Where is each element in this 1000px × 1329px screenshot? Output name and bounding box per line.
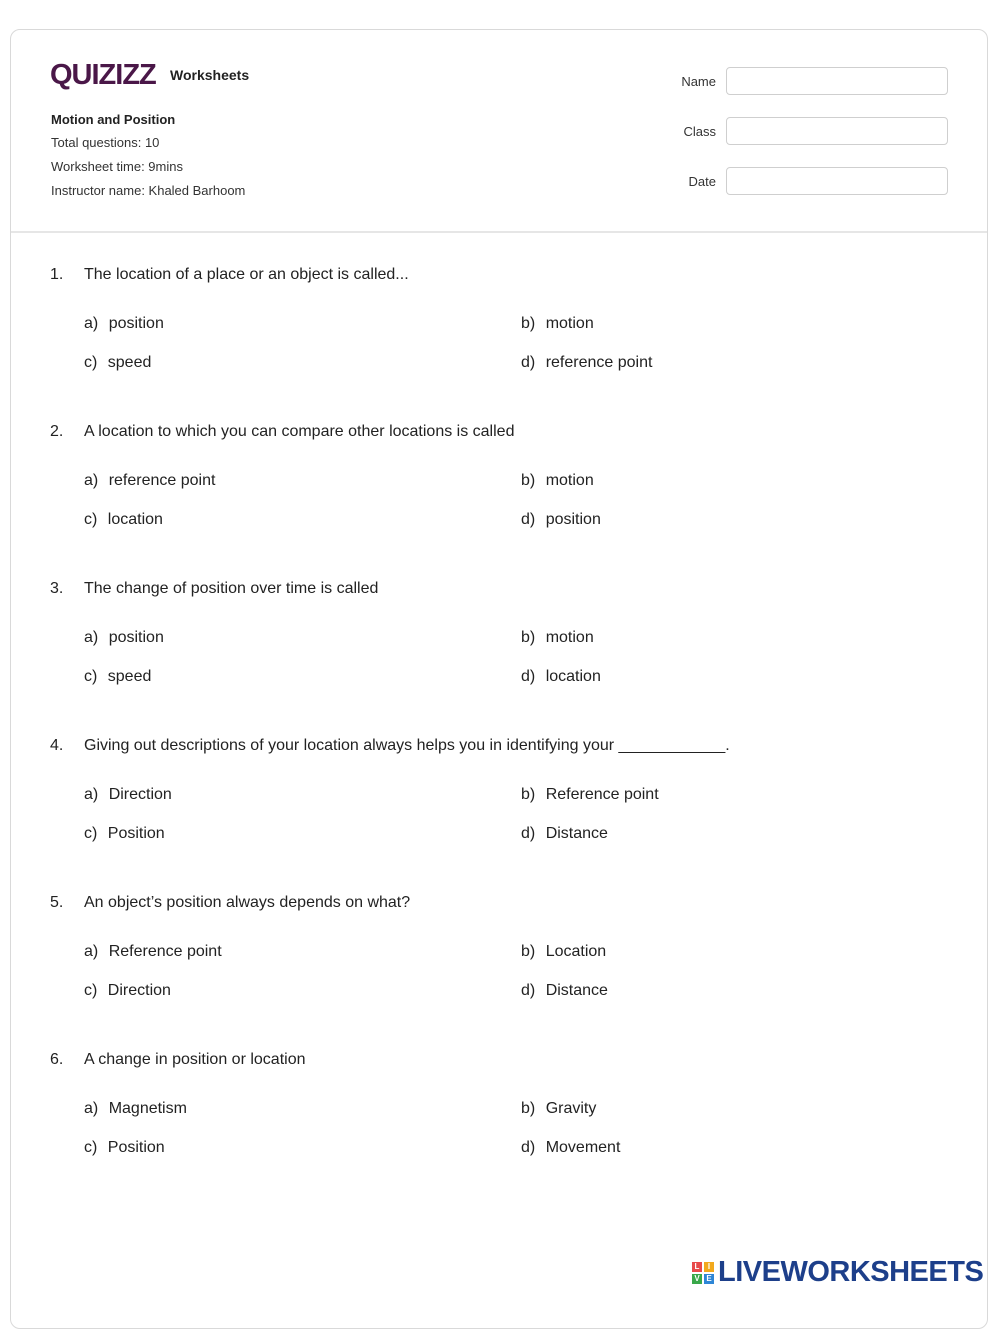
option-letter: b) <box>521 472 536 489</box>
option-text: Reference point <box>108 943 222 960</box>
question-number: 2. <box>50 423 64 440</box>
liveworksheets-logo <box>692 1256 983 1289</box>
question-text: A location to which you can compare other locations is called <box>84 423 515 440</box>
option-c[interactable] <box>84 354 151 372</box>
question-text: The change of position over time is called <box>84 580 379 597</box>
option-letter: a) <box>84 786 99 803</box>
option-text: Movement <box>545 1139 621 1156</box>
name-input[interactable] <box>726 67 948 95</box>
option-c[interactable] <box>84 825 165 843</box>
option-b[interactable] <box>521 472 594 490</box>
option-text: Direction <box>107 982 171 999</box>
worksheet-title: Motion and Position <box>51 112 176 127</box>
option-letter: a) <box>84 1100 99 1117</box>
option-text: reference point <box>108 472 216 489</box>
option-text: Position <box>107 825 165 842</box>
option-letter: c) <box>84 511 98 528</box>
instructor-name: Instructor name: Khaled Barhoom <box>51 183 246 198</box>
liveworksheets-icon <box>692 1262 714 1284</box>
name-label: Name <box>681 73 716 89</box>
option-d[interactable] <box>521 1139 620 1157</box>
date-field-row <box>681 166 948 196</box>
option-d[interactable] <box>521 354 652 372</box>
option-letter: d) <box>521 982 536 999</box>
option-c[interactable] <box>84 982 171 1000</box>
question-6 <box>11 1018 987 1175</box>
question-3 <box>11 547 987 704</box>
option-a[interactable] <box>84 315 164 333</box>
question-text: The location of a place or an object is called... <box>84 266 409 283</box>
option-text: position <box>108 315 164 332</box>
question-number: 6. <box>50 1051 64 1068</box>
option-letter: b) <box>521 786 536 803</box>
question-list <box>11 233 987 1175</box>
quizizz-logo <box>50 58 160 90</box>
option-c[interactable] <box>84 668 151 686</box>
option-text: location <box>545 668 601 685</box>
brand <box>50 58 249 90</box>
option-b[interactable] <box>521 315 594 333</box>
option-a[interactable] <box>84 1100 187 1118</box>
question-number: 5. <box>50 894 64 911</box>
option-d[interactable] <box>521 668 601 686</box>
option-text: speed <box>107 354 152 371</box>
total-questions: Total questions: 10 <box>51 135 160 150</box>
option-text: Location <box>545 943 607 960</box>
option-text: Distance <box>545 982 608 999</box>
class-input[interactable] <box>726 117 948 145</box>
option-b[interactable] <box>521 943 606 961</box>
option-b[interactable] <box>521 629 594 647</box>
question-5 <box>11 861 987 1018</box>
option-text: motion <box>545 315 594 332</box>
worksheet-meta <box>51 112 245 207</box>
question-text: An object’s position always depends on what? <box>84 894 411 911</box>
option-letter: c) <box>84 354 98 371</box>
worksheet-header <box>11 30 987 233</box>
option-c[interactable] <box>84 1139 165 1157</box>
option-letter: a) <box>84 315 99 332</box>
option-text: Position <box>107 1139 165 1156</box>
option-d[interactable] <box>521 511 601 529</box>
question-number: 1. <box>50 266 64 283</box>
name-field-row <box>681 66 948 96</box>
option-letter: c) <box>84 668 98 685</box>
option-text: position <box>545 511 601 528</box>
option-a[interactable] <box>84 786 172 804</box>
option-a[interactable] <box>84 472 215 490</box>
worksheet-page <box>10 29 988 1329</box>
option-text: Distance <box>545 825 608 842</box>
question-2 <box>11 390 987 547</box>
option-letter: b) <box>521 943 536 960</box>
option-letter: c) <box>84 1139 98 1156</box>
option-letter: d) <box>521 668 536 685</box>
option-letter: d) <box>521 1139 536 1156</box>
option-letter: d) <box>521 511 536 528</box>
option-b[interactable] <box>521 1100 596 1118</box>
option-text: position <box>108 629 164 646</box>
icon-letter-e: E <box>704 1274 714 1284</box>
student-fields <box>681 66 948 216</box>
question-number: 4. <box>50 737 64 754</box>
class-label: Class <box>683 123 716 139</box>
liveworksheets-text: LIVEWORKSHEETS <box>718 1256 984 1288</box>
option-text: motion <box>545 472 594 489</box>
option-text: Gravity <box>545 1100 597 1117</box>
option-letter: a) <box>84 943 99 960</box>
option-letter: b) <box>521 315 536 332</box>
option-letter: a) <box>84 472 99 489</box>
question-4 <box>11 704 987 861</box>
date-label: Date <box>688 173 716 189</box>
class-field-row <box>681 116 948 146</box>
option-text: Direction <box>108 786 172 803</box>
option-text: Magnetism <box>108 1100 187 1117</box>
worksheet-time: Worksheet time: 9mins <box>51 159 183 174</box>
question-text: Giving out descriptions of your location always helps you in identifying your ____________. <box>84 737 730 754</box>
option-letter: b) <box>521 629 536 646</box>
option-d[interactable] <box>521 982 608 1000</box>
option-text: motion <box>545 629 594 646</box>
option-d[interactable] <box>521 825 608 843</box>
date-input[interactable] <box>726 167 948 195</box>
option-c[interactable] <box>84 511 163 529</box>
question-number: 3. <box>50 580 64 597</box>
icon-letter-i: I <box>704 1262 714 1272</box>
option-a[interactable] <box>84 629 164 647</box>
option-text: speed <box>107 668 152 685</box>
option-letter: d) <box>521 825 536 842</box>
question-1 <box>11 233 987 390</box>
question-text: A change in position or location <box>84 1051 306 1068</box>
brand-subtitle: Worksheets <box>170 67 250 83</box>
option-text: reference point <box>545 354 653 371</box>
svg-text:QUIZIZZ: QUIZIZZ <box>50 59 156 90</box>
option-a[interactable] <box>84 943 222 961</box>
option-b[interactable] <box>521 786 659 804</box>
icon-letter-v: V <box>692 1274 702 1284</box>
option-text: Reference point <box>545 786 659 803</box>
option-letter: c) <box>84 982 98 999</box>
option-letter: a) <box>84 629 99 646</box>
option-letter: d) <box>521 354 536 371</box>
option-letter: b) <box>521 1100 536 1117</box>
option-text: location <box>107 511 163 528</box>
option-letter: c) <box>84 825 98 842</box>
icon-letter-l: L <box>692 1262 702 1272</box>
